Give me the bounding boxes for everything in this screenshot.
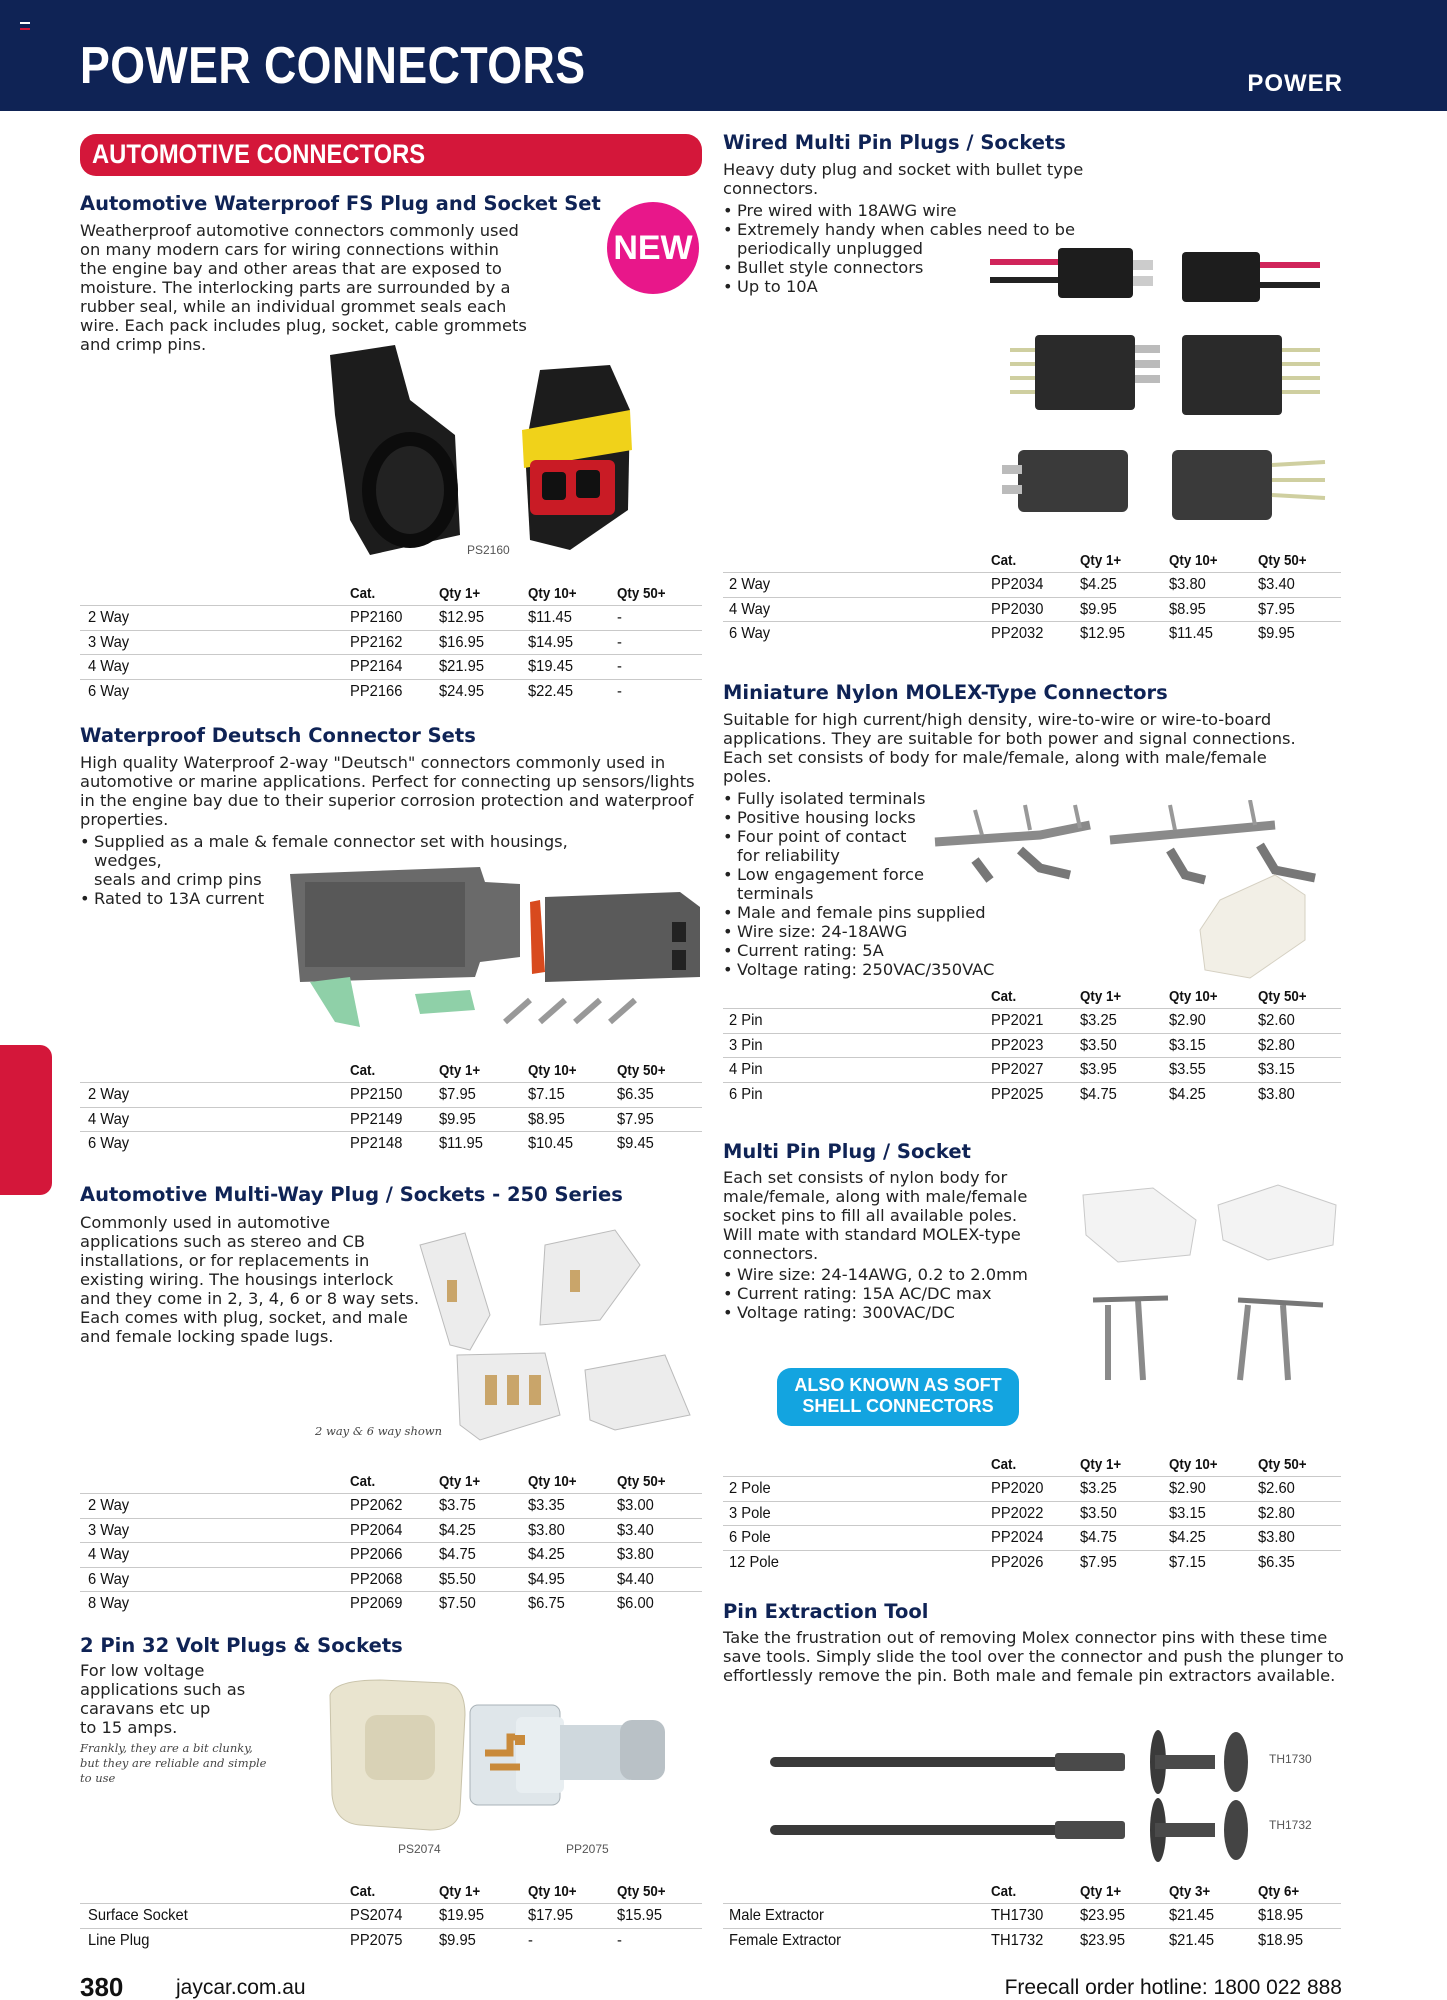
- price-table-multipin: [723, 1455, 1341, 1574]
- product-title-multipin: Multi Pin Plug / Socket: [723, 1140, 971, 1163]
- table-row: 4 Way PP2030 $9.95 $8.95 $7.95: [723, 597, 1341, 622]
- price-table-wired: [723, 551, 1341, 646]
- website-link[interactable]: jaycar.com.au: [176, 1976, 306, 1999]
- side-tab: [0, 1045, 52, 1195]
- table-row: 2 Pin PP2021 $3.25 $2.90 $2.60: [723, 1008, 1341, 1033]
- table-row: Line Plug PP2075 $9.95 - -: [80, 1928, 702, 1953]
- multipin-image: [1078, 1180, 1343, 1405]
- order-hotline: Freecall order hotline: 1800 022 888: [1004, 1976, 1342, 1999]
- table-row: 8 Way PP2069 $7.50 $6.75 $6.00: [80, 1591, 702, 1616]
- price-table-molex: [723, 987, 1341, 1106]
- product-desc-fs-plug: Weatherproof automotive connectors commonly used on many modern cars for wiring connections within the engine bay and other areas that are exposed to moisture. The interlocking parts are surrounded by a rubber seal, while an individual grommet seals each wire. Each pack includes plug, socket, cable grommets and crimp pins.: [80, 221, 527, 354]
- price-table-deutsch: [80, 1061, 702, 1156]
- product-title-extraction: Pin Extraction Tool: [723, 1600, 929, 1623]
- pin32-image: [320, 1675, 705, 1835]
- table-row: Male Extractor TH1730 $23.95 $21.45 $18.95: [723, 1903, 1341, 1928]
- table-row: 6 Way PP2068 $5.50 $4.95 $4.40: [80, 1567, 702, 1592]
- price-table-pin32: [80, 1882, 702, 1952]
- price-table-fs-plug: [80, 584, 702, 703]
- product-desc-extraction: Take the frustration out of removing Molex connector pins with these time save tools. Simply slide the tool over the connector and push the plunger to effortlessly remove the pin. Both male and female pin extractors available.: [723, 1628, 1344, 1685]
- image-label-fs-plug: PS2160: [467, 543, 510, 557]
- category-banner: [80, 134, 702, 176]
- product-desc-multiway: Commonly used in automotive applications such as stereo and CB installations, or for replacements in existing wiring. The housings interlock and they come in 2, 3, 4, 6 or 8 way sets. Each comes with plug, socket, and male and female locking spade lugs.: [80, 1213, 419, 1346]
- image-label-pin32-plug: PP2075: [566, 1842, 609, 1856]
- table-header: Cat. Qty 1+ Qty 3+ Qty 6+: [991, 1884, 1300, 1900]
- price-table-multiway: [80, 1472, 702, 1616]
- table-header: Cat. Qty 1+ Qty 10+ Qty 50+: [350, 1063, 666, 1079]
- image-label-female-extractor: TH1732: [1269, 1818, 1312, 1832]
- table-row: 6 Way PP2148 $11.95 $10.45 $9.45: [80, 1131, 702, 1156]
- aka-badge: ALSO KNOWN AS SOFT SHELL CONNECTORS: [777, 1368, 1019, 1426]
- product-desc-multipin: Each set consists of nylon body for male/female, along with male/female socket pins to fill all available poles. Will mate with standard MOLEX-type connectors.: [723, 1168, 1028, 1263]
- product-title-wired: Wired Multi Pin Plugs / Sockets: [723, 131, 1066, 154]
- table-row: 3 Pole PP2022 $3.50 $3.15 $2.80: [723, 1501, 1341, 1526]
- table-header: Cat. Qty 1+ Qty 10+ Qty 50+: [991, 1457, 1307, 1473]
- table-row: Surface Socket PS2074 $19.95 $17.95 $15.95: [80, 1903, 702, 1928]
- product-title-molex: Miniature Nylon MOLEX-Type Connectors: [723, 681, 1168, 704]
- table-row: 4 Way PP2149 $9.95 $8.95 $7.95: [80, 1107, 702, 1132]
- category-banner-label: AUTOMOTIVE CONNECTORS: [92, 139, 426, 169]
- product-bullets-multipin: • Wire size: 24-14AWG, 0.2 to 2.0mm • Current rating: 15A AC/DC max • Voltage rating: 300VAC/DC: [723, 1265, 1063, 1322]
- table-header: Cat. Qty 1+ Qty 10+ Qty 50+: [350, 1884, 666, 1900]
- table-row: 4 Way PP2164 $21.95 $19.45 -: [80, 654, 702, 679]
- product-desc-molex: Suitable for high current/high density, wire-to-wire or wire-to-board applications. They are suitable for both power and signal connections. Each set consists of body for male/female, along with male/female poles.: [723, 710, 1296, 786]
- table-row: 3 Way PP2162 $16.95 $14.95 -: [80, 630, 702, 655]
- multiway-image: [415, 1225, 705, 1460]
- product-desc-pin32: For low voltage applications such as caravans etc up to 15 amps.: [80, 1661, 246, 1737]
- page-number: 380: [80, 1972, 124, 2000]
- product-bullets-deutsch: • Supplied as a male & female connector set with housings, wedges, seals and crimp pins • Rated to 13A current: [80, 832, 640, 908]
- product-title-fs-plug: Automotive Waterproof FS Plug and Socket Set: [80, 192, 601, 215]
- price-table-extraction: [723, 1882, 1341, 1952]
- table-row: 4 Pin PP2027 $3.95 $3.55 $3.15: [723, 1057, 1341, 1082]
- extraction-tool-image: [765, 1725, 1255, 1865]
- image-label-male-extractor: TH1730: [1269, 1752, 1312, 1766]
- product-note-pin32: Frankly, they are a bit clunky, but they are reliable and simple to use: [80, 1741, 267, 1785]
- table-header: Cat. Qty 1+ Qty 10+ Qty 50+: [350, 586, 666, 602]
- table-row: 3 Pin PP2023 $3.50 $3.15 $2.80: [723, 1033, 1341, 1058]
- table-header: Cat. Qty 1+ Qty 10+ Qty 50+: [991, 989, 1307, 1005]
- product-title-deutsch: Waterproof Deutsch Connector Sets: [80, 724, 476, 747]
- table-row: 4 Way PP2066 $4.75 $4.25 $3.80: [80, 1542, 702, 1567]
- product-bullets-molex: • Fully isolated terminals • Positive housing locks • Four point of contact for reliability • Low engagement force terminals • Male and female pins supplied • Wire size: 24-18AWG • Current rating: 5A • Voltage rating: 250VAC/350VAC: [723, 789, 1043, 979]
- section-tag: POWER: [1247, 70, 1343, 97]
- molex-image: [930, 800, 1340, 985]
- table-row: 6 Way PP2032 $12.95 $11.45 $9.95: [723, 621, 1341, 646]
- table-row: 2 Way PP2160 $12.95 $11.45 -: [80, 605, 702, 630]
- product-bullets-wired: • Pre wired with 18AWG wire • Extremely handy when cables need to be periodically unplugged • Bullet style connectors • Up to 10A: [723, 201, 1103, 296]
- product-desc-deutsch: High quality Waterproof 2-way "Deutsch" connectors commonly used in automotive or marine applications. Perfect for connecting up sensors/lights in the engine bay due to their superior corrosion protection and waterproof properties.: [80, 753, 695, 829]
- table-header: Cat. Qty 1+ Qty 10+ Qty 50+: [350, 1474, 666, 1490]
- table-row: 2 Way PP2062 $3.75 $3.35 $3.00: [80, 1493, 702, 1518]
- table-row: 2 Pole PP2020 $3.25 $2.90 $2.60: [723, 1476, 1341, 1501]
- page-header: [0, 0, 1447, 111]
- table-row: 12 Pole PP2026 $7.95 $7.15 $6.35: [723, 1550, 1341, 1575]
- wired-image: [990, 240, 1335, 530]
- fs-plug-image: [310, 340, 640, 560]
- table-header: Cat. Qty 1+ Qty 10+ Qty 50+: [991, 553, 1307, 569]
- table-row: 2 Way PP2150 $7.95 $7.15 $6.35: [80, 1082, 702, 1107]
- image-label-pin32-socket: PS2074: [398, 1842, 441, 1856]
- flag-icon: [20, 22, 30, 30]
- product-desc-wired: Heavy duty plug and socket with bullet type connectors.: [723, 160, 1084, 198]
- page-title: POWER CONNECTORS: [80, 37, 586, 95]
- multiway-image-note: 2 way & 6 way shown: [315, 1424, 443, 1438]
- product-title-pin32: 2 Pin 32 Volt Plugs & Sockets: [80, 1634, 403, 1657]
- table-row: 6 Pin PP2025 $4.75 $4.25 $3.80: [723, 1082, 1341, 1107]
- table-row: 3 Way PP2064 $4.25 $3.80 $3.40: [80, 1518, 702, 1543]
- table-row: 2 Way PP2034 $4.25 $3.80 $3.40: [723, 572, 1341, 597]
- table-row: Female Extractor TH1732 $23.95 $21.45 $18.95: [723, 1928, 1341, 1953]
- new-badge: NEW: [607, 202, 699, 294]
- table-row: 6 Way PP2166 $24.95 $22.45 -: [80, 679, 702, 704]
- deutsch-image: [280, 862, 705, 1047]
- table-row: 6 Pole PP2024 $4.75 $4.25 $3.80: [723, 1525, 1341, 1550]
- product-title-multiway: Automotive Multi-Way Plug / Sockets - 250 Series: [80, 1183, 623, 1206]
